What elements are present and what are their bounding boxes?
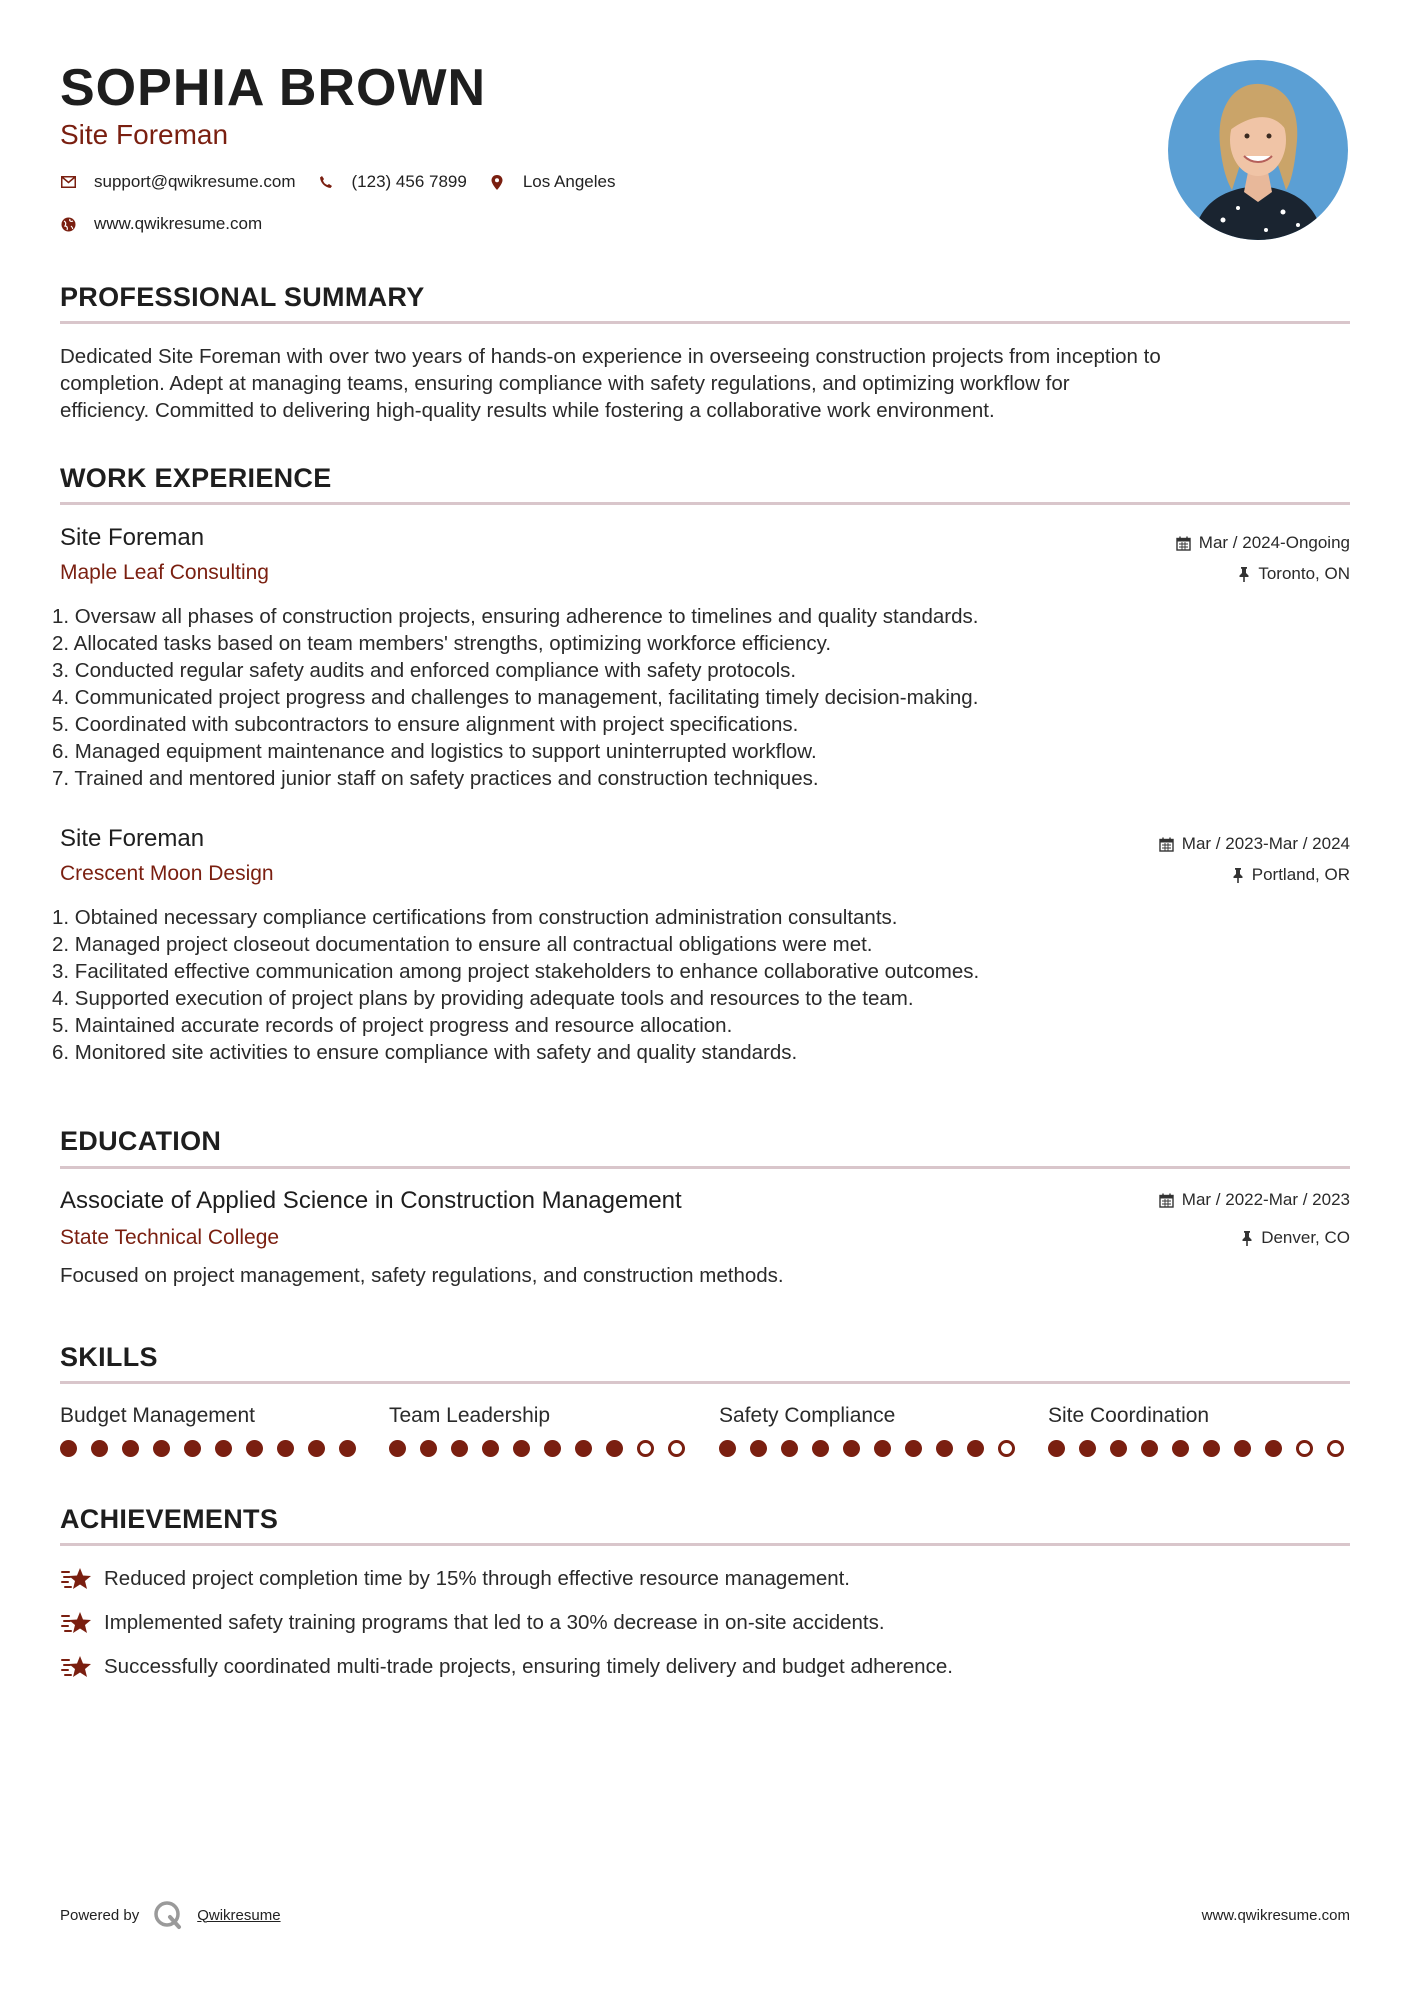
list-item: 3. Conducted regular safety audits and enforced compliance with safety protocols. [52,659,797,682]
contact-row [60,172,637,192]
star-badge-icon [60,1654,92,1680]
summary-divider [60,321,1350,324]
education-school: State Technical College [60,1226,280,1249]
skill-name: Budget Management [60,1404,255,1427]
rating-dot-filled [967,1440,984,1457]
calendar-icon [1159,837,1174,852]
rating-dot-filled [420,1440,437,1457]
profile-photo [1168,60,1348,240]
rating-dot-empty [1296,1440,1313,1457]
list-item: 1. Oversaw all phases of construction projects, ensuring adherence to timelines and quality standards. [52,605,979,628]
email-text: support@qwikresume.com [94,172,296,191]
education-degree: Associate of Applied Science in Construction Management [60,1187,682,1214]
rating-dot-filled [1203,1440,1220,1457]
list-item: 7. Trained and mentored junior staff on safety practices and construction techniques. [52,767,819,790]
skill-rating [389,1440,699,1457]
rating-dot-filled [389,1440,406,1457]
rating-dot-filled [1172,1440,1189,1457]
skill-name: Site Coordination [1048,1404,1210,1427]
star-badge-icon [60,1610,92,1636]
achievements-heading: ACHIEVEMENTS [60,1504,279,1534]
rating-dot-filled [1265,1440,1282,1457]
location-text: Los Angeles [522,172,616,191]
education-location-text: Denver, CO [1261,1228,1350,1247]
job-dates [1159,834,1350,854]
rating-dot-filled [184,1440,201,1457]
rating-dot-filled [905,1440,922,1457]
achievement-item [60,1610,885,1636]
rating-dot-filled [750,1440,767,1457]
rating-dot-empty [1327,1440,1344,1457]
contact-phone[interactable] [318,172,467,192]
education-description: Focused on project management, safety regulations, and construction methods. [60,1264,784,1287]
job-dates-text: Mar / 2023-Mar / 2024 [1181,834,1350,853]
education-divider [60,1166,1350,1169]
pushpin-icon [1232,868,1244,883]
job-dates-text: Mar / 2024-Ongoing [1198,533,1350,552]
skill-name: Team Leadership [389,1404,551,1427]
calendar-icon [1176,536,1191,551]
job-role: Site Foreman [60,825,205,852]
skill-name: Safety Compliance [719,1404,896,1427]
job-company: Maple Leaf Consulting [60,561,269,584]
list-item: 6. Managed equipment maintenance and logistics to support uninterrupted workflow. [52,740,817,763]
rating-dot-filled [1048,1440,1065,1457]
envelope-icon [60,174,76,190]
summary-line: efficiency. Committed to delivering high-quality results while fostering a collaborative work environment. [60,399,995,422]
education-heading: EDUCATION [60,1126,222,1156]
skill-rating [719,1440,1029,1457]
job-dates [1176,533,1350,553]
skills-heading: SKILLS [60,1342,158,1372]
footer-website[interactable]: www.qwikresume.com [1201,1907,1350,1924]
phone-icon [318,174,334,190]
calendar-icon [1159,1193,1174,1208]
list-item: 1. Obtained necessary compliance certifications from construction administration consultants. [52,906,898,929]
rating-dot-filled [719,1440,736,1457]
job-location [1238,564,1350,584]
list-item: 2. Managed project closeout documentation to ensure all contractual obligations were met. [52,933,873,956]
contact-email[interactable] [60,172,296,192]
summary-text [60,343,1350,424]
contact-website[interactable] [60,214,262,234]
rating-dot-filled [575,1440,592,1457]
location-pin-icon [489,174,505,190]
list-item: 4. Communicated project progress and challenges to management, facilitating timely decision-making. [52,686,979,709]
list-item: 3. Facilitated effective communication among project stakeholders to enhance collaborative outcomes. [52,960,980,983]
list-item: 2. Allocated tasks based on team members' strengths, optimizing workforce efficiency. [52,632,832,655]
website-text: www.qwikresume.com [94,214,263,233]
job-role: Site Foreman [60,524,205,551]
phone-text: (123) 456 7899 [351,172,467,191]
achievements-divider [60,1543,1350,1546]
list-item: 4. Supported execution of project plans by providing adequate tools and resources to the team. [52,987,914,1010]
skills-divider [60,1381,1350,1384]
rating-dot-filled [1141,1440,1158,1457]
skill-rating [1048,1440,1358,1457]
achievement-item [60,1654,953,1680]
star-badge-icon [60,1566,92,1592]
rating-dot-filled [812,1440,829,1457]
candidate-name: SOPHIA BROWN [60,59,487,117]
job-location-text: Portland, OR [1251,865,1350,884]
skill-item [60,1404,360,1428]
experience-heading: WORK EXPERIENCE [60,463,332,493]
rating-dot-filled [781,1440,798,1457]
experience-divider [60,502,1350,505]
footer-powered-by [60,1900,281,1930]
education-dates-text: Mar / 2022-Mar / 2023 [1181,1190,1350,1209]
pushpin-icon [1241,1231,1253,1246]
rating-dot-filled [122,1440,139,1457]
rating-dot-filled [606,1440,623,1457]
summary-heading: PROFESSIONAL SUMMARY [60,282,425,312]
skill-item [719,1404,1019,1428]
achievement-text: Successfully coordinated multi-trade projects, ensuring timely delivery and budget adherence. [104,1655,953,1678]
job-bullets [52,603,978,792]
list-item: 5. Maintained accurate records of project progress and resource allocation. [52,1014,733,1037]
rating-dot-filled [451,1440,468,1457]
contact-row-website [60,214,284,234]
rating-dot-filled [544,1440,561,1457]
rating-dot-filled [308,1440,325,1457]
rating-dot-filled [843,1440,860,1457]
rating-dot-filled [874,1440,891,1457]
summary-line: Dedicated Site Foreman with over two years of hands-on experience in overseeing construction projects from inception to [60,345,1161,368]
rating-dot-filled [215,1440,232,1457]
rating-dot-empty [998,1440,1015,1457]
rating-dot-filled [513,1440,530,1457]
pushpin-icon [1238,567,1250,582]
rating-dot-filled [1234,1440,1251,1457]
rating-dot-filled [246,1440,263,1457]
candidate-title: Site Foreman [60,119,229,150]
contact-location [489,172,616,192]
list-item: 6. Monitored site activities to ensure compliance with safety and quality standards. [52,1041,798,1064]
rating-dot-empty [637,1440,654,1457]
skill-item [389,1404,689,1428]
job-location [1232,865,1350,885]
skill-rating [60,1440,370,1457]
rating-dot-empty [668,1440,685,1457]
education-location [1241,1228,1350,1248]
rating-dot-filled [91,1440,108,1457]
rating-dot-filled [1110,1440,1127,1457]
qwikresume-link[interactable]: Qwikresume [197,1906,281,1924]
summary-line: completion. Adept at managing teams, ensuring compliance with safety regulations, and optimizing workflow for [60,372,1070,395]
job-bullets [52,904,979,1066]
rating-dot-filled [153,1440,170,1457]
rating-dot-filled [936,1440,953,1457]
list-item: 5. Coordinated with subcontractors to ensure alignment with project specifications. [52,713,799,736]
qwikresume-logo-icon [153,1900,183,1930]
rating-dot-filled [1079,1440,1096,1457]
rating-dot-filled [339,1440,356,1457]
education-dates [1159,1190,1350,1210]
skill-item [1048,1404,1348,1428]
job-location-text: Toronto, ON [1258,564,1350,583]
rating-dot-filled [482,1440,499,1457]
rating-dot-filled [60,1440,77,1457]
achievement-item [60,1566,850,1592]
globe-icon [60,216,76,232]
achievement-text: Implemented safety training programs that led to a 30% decrease in on-site accidents. [104,1611,885,1634]
rating-dot-filled [277,1440,294,1457]
powered-by-text: Powered by [60,1906,140,1924]
job-company: Crescent Moon Design [60,862,274,885]
achievement-text: Reduced project completion time by 15% through effective resource management. [104,1567,851,1590]
